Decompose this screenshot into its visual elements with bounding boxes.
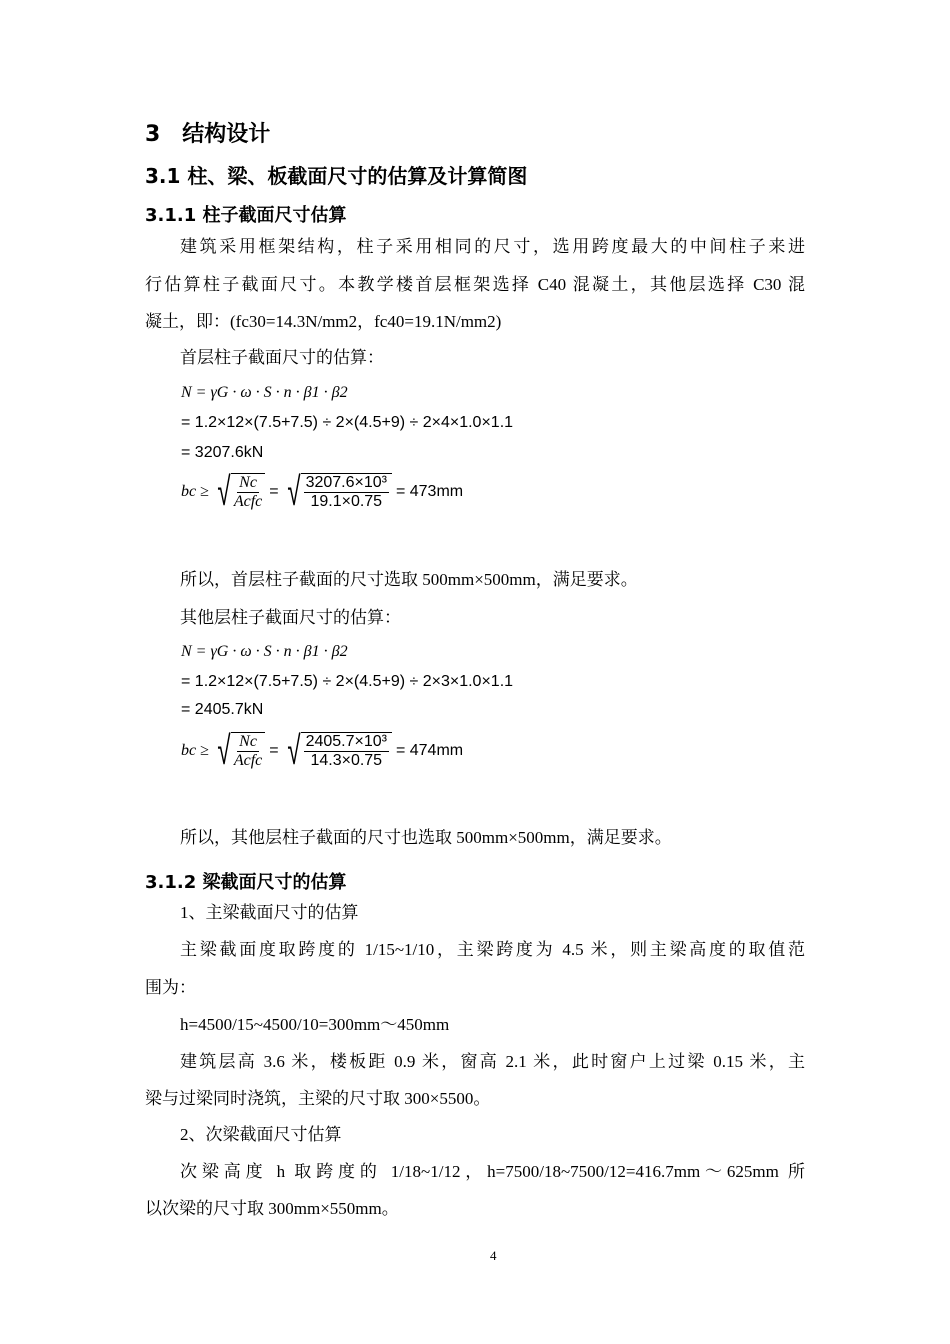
paragraph-line: 行估算柱子截面尺寸。本教学楼首层框架选择 C40 混凝土，其他层选择 C30 混 (145, 275, 805, 294)
item-title: 1、主梁截面尺寸的估算 (180, 903, 359, 922)
formula-bc: bc ≥ √ Nc Acfc = √ $\frac{\text{3207.6×10³}}{19.1\times 0.75}$ = 473mm (181, 470, 464, 514)
paragraph-line: 围为： (145, 978, 196, 997)
paragraph-line: 主梁截面度取跨度的 1/15~1/10，主梁跨度为 4.5 米，则主梁高度的取值范 (180, 940, 805, 959)
height-range: h=4500/15~4500/10=300mm～450mm (180, 1015, 450, 1034)
result: = 474mm (395, 742, 464, 759)
paragraph-line: 次梁高度 h 取跨度的 1/18~1/12，h=7500/18~7500/12=416.7mm～625mm 所 (180, 1162, 805, 1181)
formula-line: = 1.2×12×(7.5+7.5) ÷ 2×(4.5+9) ÷ 2×4×1.0×1.1 (181, 414, 514, 431)
item-title: 2、次梁截面尺寸估算 (180, 1125, 342, 1144)
result: = 473mm (395, 483, 464, 500)
formula-line: N = γG · ω · S · n · β1 · β2 (181, 643, 348, 660)
denominator: 19.1×0.75 (310, 493, 383, 510)
first-floor-title: 首层柱子截面尺寸的估算： (180, 348, 384, 367)
paragraph-line: 以次梁的尺寸取 300mm×550mm。 (145, 1199, 399, 1218)
formula-lhs: bc ≥ (181, 483, 209, 500)
denominator: Acfc (233, 752, 263, 769)
subsection-heading: 3.1.2 梁截面尺寸的估算 (145, 872, 347, 893)
numerator: 2405.7×10³ (305, 733, 387, 750)
formula-line: = 3207.6kN (181, 444, 264, 461)
conclusion: 所以，其他层柱子截面的尺寸也选取 500mm×500mm，满足要求。 (180, 828, 672, 847)
page-number: 4 (490, 1248, 497, 1263)
numerator: 3207.6×10³ (305, 474, 387, 491)
subsection-heading: 3.1.1 柱子截面尺寸估算 (145, 205, 347, 226)
formula-line: = 2405.7kN (181, 701, 264, 718)
denominator: 14.3×0.75 (310, 752, 383, 769)
equals: = (269, 483, 279, 500)
formula-line: N = γG · ω · S · n · β1 · β2 (181, 384, 348, 401)
denominator: Acfc (233, 493, 263, 510)
equals: = (269, 742, 279, 759)
paragraph-line: 凝土，即：(fc30=14.3N/mm2，fc40=19.1N/mm2) (145, 312, 502, 331)
conclusion: 所以，首层柱子截面的尺寸选取 500mm×500mm，满足要求。 (180, 570, 638, 589)
section-heading: 3.1 柱、梁、板截面尺寸的估算及计算简图 (145, 164, 528, 188)
paragraph-line: 建筑层高 3.6 米，楼板距 0.9 米，窗高 2.1 米，此时窗户上过梁 0.15 米，主 (180, 1052, 805, 1071)
other-floor-title: 其他层柱子截面尺寸的估算： (180, 608, 401, 627)
formula-bc: bc ≥ √ Nc Acfc = √ $\frac{\text{2405.7×10³}}{14.3\times 0.75}$ = 474mm (181, 729, 464, 773)
formula-line: = 1.2×12×(7.5+7.5) ÷ 2×(4.5+9) ÷ 2×3×1.0×1.1 (181, 673, 514, 690)
formula-lhs: bc ≥ (181, 742, 209, 759)
paragraph-line: 梁与过梁同时浇筑，主梁的尺寸取 300×5500。 (145, 1089, 491, 1108)
numerator: Nc (239, 733, 257, 750)
numerator: Nc (239, 474, 257, 491)
chapter-heading: 3 结构设计 (145, 122, 271, 147)
paragraph-line: 建筑采用框架结构，柱子采用相同的尺寸，选用跨度最大的中间柱子来进 (180, 237, 805, 256)
